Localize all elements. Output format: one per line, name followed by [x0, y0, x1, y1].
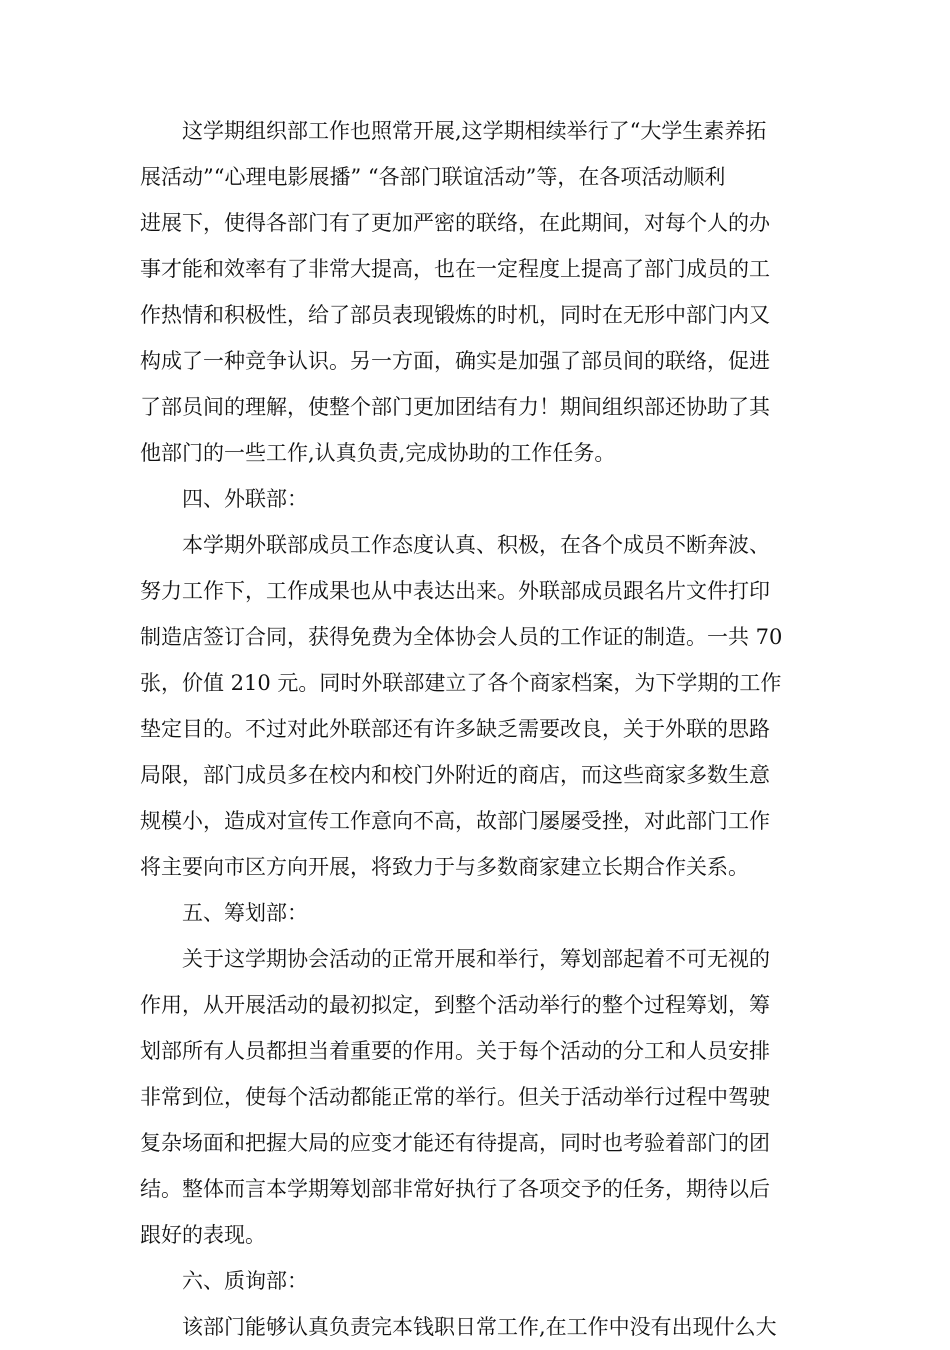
- text-line: 这学期组织部工作也照常开展,这学期相续举行了“大学生素养拓: [182, 119, 767, 143]
- text-line: 复杂场面和把握大局的应变才能还有待提高，同时也考验着部门的团: [140, 1131, 770, 1155]
- text-line: 规模小，造成对宣传工作意向不高，故部门屡屡受挫，对此部门工作: [140, 809, 770, 833]
- text-line: 作用，从开展活动的最初拟定，到整个活动举行的整个过程筹划，筹: [140, 993, 770, 1017]
- text-line: 将主要向市区方向开展，将致力于与多数商家建立长期合作关系。: [140, 855, 749, 879]
- text-line: 划部所有人员都担当着重要的作用。关于每个活动的分工和人员安排: [140, 1039, 770, 1063]
- text-line: 努力工作下，工作成果也从中表达出来。外联部成员跟名片文件打印: [140, 579, 770, 603]
- text-line: 制造店签订合同，获得免费为全体协会人员的工作证的制造。一共 70: [140, 625, 783, 649]
- text-line: 构成了一种竞争认识。另一方面，确实是加强了部员间的联络，促进: [140, 349, 770, 373]
- text-line: 作热情和积极性，给了部员表现锻炼的时机，同时在无形中部门内又: [140, 303, 770, 327]
- section-heading: 五、筹划部：: [182, 901, 308, 925]
- section-heading: 四、外联部：: [182, 487, 308, 511]
- text-line: 跟好的表现。: [140, 1223, 266, 1247]
- text-line: 关于这学期协会活动的正常开展和举行，筹划部起着不可无视的: [182, 947, 770, 971]
- text-line: 展活动”“心理电影展播” “各部门联谊活动”等，在各项活动顺利: [140, 165, 726, 189]
- text-line: 该部门能够认真负责完本钱职日常工作,在工作中没有出现什么大: [182, 1315, 777, 1339]
- text-line: 他部门的一些工作,认真负责,完成协助的工作任务。: [140, 441, 616, 465]
- text-line: 垫定目的。不过对此外联部还有许多缺乏需要改良，关于外联的思路: [140, 717, 770, 741]
- text-line: 结。整体而言本学期筹划部非常好执行了各项交予的任务，期待以后: [140, 1177, 770, 1201]
- text-line: 张，价值 210 元。同时外联部建立了各个商家档案，为下学期的工作: [140, 671, 782, 695]
- text-line: 本学期外联部成员工作态度认真、积极，在各个成员不断奔波、: [182, 533, 770, 557]
- document-body: [140, 108, 812, 1350]
- text-line: 非常到位，使每个活动都能正常的举行。但关于活动举行过程中驾驶: [140, 1085, 770, 1109]
- section-heading: 六、质询部：: [182, 1269, 308, 1293]
- text-line: 进展下，使得各部门有了更加严密的联络，在此期间，对每个人的办: [140, 211, 770, 235]
- text-line: 事才能和效率有了非常大提高，也在一定程度上提高了部门成员的工: [140, 257, 770, 281]
- text-line: 局限，部门成员多在校内和校门外附近的商店，而这些商家多数生意: [140, 763, 770, 787]
- text-line: 了部员间的理解，使整个部门更加团结有力！期间组织部还协助了其: [140, 395, 770, 419]
